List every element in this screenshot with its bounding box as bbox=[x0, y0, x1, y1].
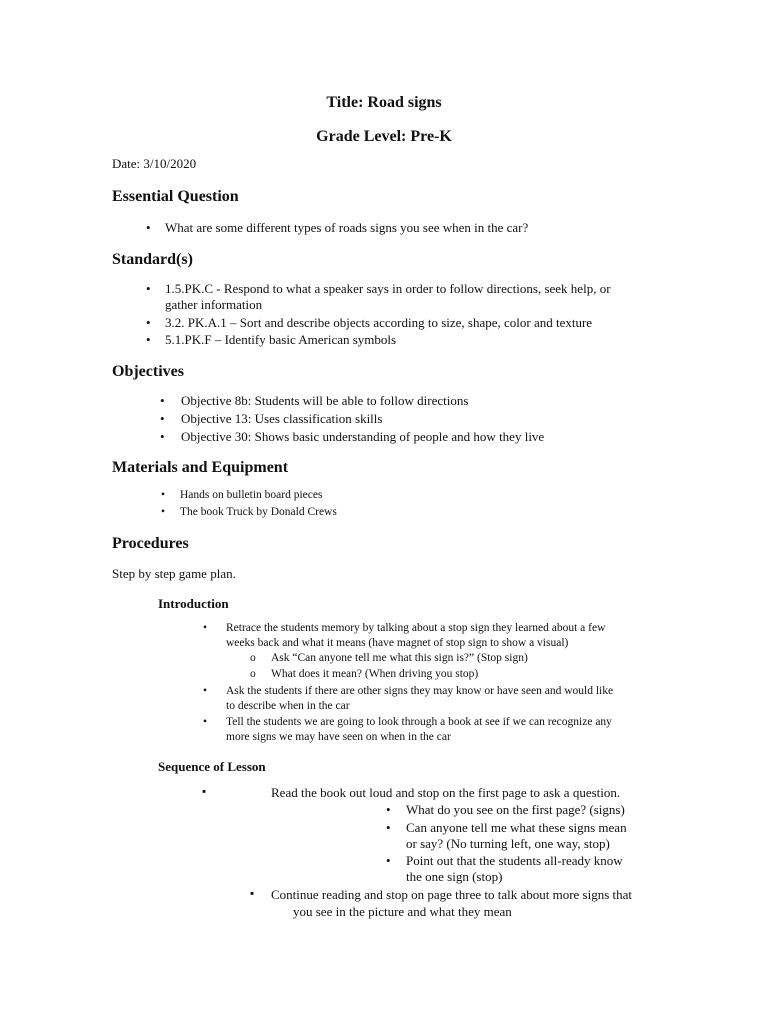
intro-subitem: What does it mean? (When driving you stop) bbox=[271, 668, 479, 680]
bullet-icon: • bbox=[160, 393, 165, 408]
grade-level: Grade Level: Pre-K bbox=[316, 128, 452, 145]
intro-item: Tell the students we are going to look through a book at see if we can recognize any bbox=[226, 716, 612, 728]
date-line: Date: 3/10/2020 bbox=[112, 156, 197, 171]
materials-heading: Materials and Equipment bbox=[112, 459, 289, 476]
intro-item-continued: more signs we may have seen on when in the car bbox=[226, 731, 451, 743]
bullet-icon: • bbox=[203, 716, 208, 728]
bullet-icon: • bbox=[203, 622, 208, 634]
bullet-icon: • bbox=[146, 220, 151, 235]
bullet-icon: • bbox=[203, 685, 208, 697]
standard-item: 1.5.PK.C - Respond to what a speaker says in order to follow directions, seek help, or bbox=[165, 281, 611, 296]
intro-item-continued: weeks back and what it means (have magnet of stop sign to show a visual) bbox=[226, 637, 569, 649]
bullet-icon: • bbox=[386, 820, 391, 835]
bullet-icon: • bbox=[160, 411, 165, 426]
bullet-icon: • bbox=[161, 489, 166, 501]
material-item: The book Truck by Donald Crews bbox=[180, 506, 337, 518]
bullet-icon: • bbox=[161, 506, 166, 518]
material-item: Hands on bulletin board pieces bbox=[180, 489, 323, 501]
introduction-heading: Introduction bbox=[158, 596, 229, 611]
intro-subitem: Ask “Can anyone tell me what this sign is?” (Stop sign) bbox=[271, 652, 528, 664]
standard-item: 3.2. PK.A.1 – Sort and describe objects according to size, shape, color and texture bbox=[165, 315, 593, 330]
essential-question-item: What are some different types of roads signs you see when in the car? bbox=[165, 220, 529, 235]
essential-question-heading: Essential Question bbox=[112, 188, 239, 205]
bullet-icon: • bbox=[146, 332, 151, 347]
sequence-subitem-continued: or say? (No turning left, one way, stop) bbox=[406, 836, 610, 851]
sequence-item-continued: you see in the picture and what they mean bbox=[293, 904, 512, 919]
bullet-icon: • bbox=[146, 315, 151, 330]
intro-item-continued: to describe when in the car bbox=[226, 700, 350, 712]
bullet-icon: • bbox=[386, 853, 391, 868]
objective-item: Objective 30: Shows basic understanding of people and how they live bbox=[181, 429, 545, 444]
sequence-subitem-continued: the one sign (stop) bbox=[406, 869, 503, 884]
sequence-subitem: Point out that the students all-ready know bbox=[406, 853, 623, 868]
circle-bullet-icon: o bbox=[250, 652, 256, 664]
procedures-intro: Step by step game plan. bbox=[112, 566, 236, 581]
sequence-subitem: What do you see on the first page? (signs) bbox=[406, 802, 625, 817]
intro-item: Ask the students if there are other signs they may know or have seen and would like bbox=[226, 685, 614, 697]
sequence-item: Read the book out loud and stop on the first page to ask a question. bbox=[271, 785, 621, 800]
objectives-heading: Objectives bbox=[112, 363, 184, 380]
page-title: Title: Road signs bbox=[326, 94, 442, 111]
bullet-icon: • bbox=[146, 281, 151, 296]
sequence-subitem: Can anyone tell me what these signs mean bbox=[406, 820, 627, 835]
standard-item-continued: gather information bbox=[165, 297, 263, 312]
sequence-item: Continue reading and stop on page three to talk about more signs that bbox=[271, 887, 633, 902]
procedures-heading: Procedures bbox=[112, 535, 189, 552]
circle-bullet-icon: o bbox=[250, 668, 256, 680]
objective-item: Objective 8b: Students will be able to follow directions bbox=[181, 393, 469, 408]
intro-item: Retrace the students memory by talking about a stop sign they learned about a few bbox=[226, 622, 606, 634]
sequence-heading: Sequence of Lesson bbox=[158, 759, 266, 774]
square-bullet-icon: ▪ bbox=[202, 786, 207, 798]
standard-item: 5.1.PK.F – Identify basic American symbols bbox=[165, 332, 397, 347]
standards-heading: Standard(s) bbox=[112, 251, 193, 268]
objective-item: Objective 13: Uses classification skills bbox=[181, 411, 383, 426]
bullet-icon: • bbox=[386, 802, 391, 817]
bullet-icon: • bbox=[160, 429, 165, 444]
square-bullet-icon: ▪ bbox=[250, 888, 255, 900]
